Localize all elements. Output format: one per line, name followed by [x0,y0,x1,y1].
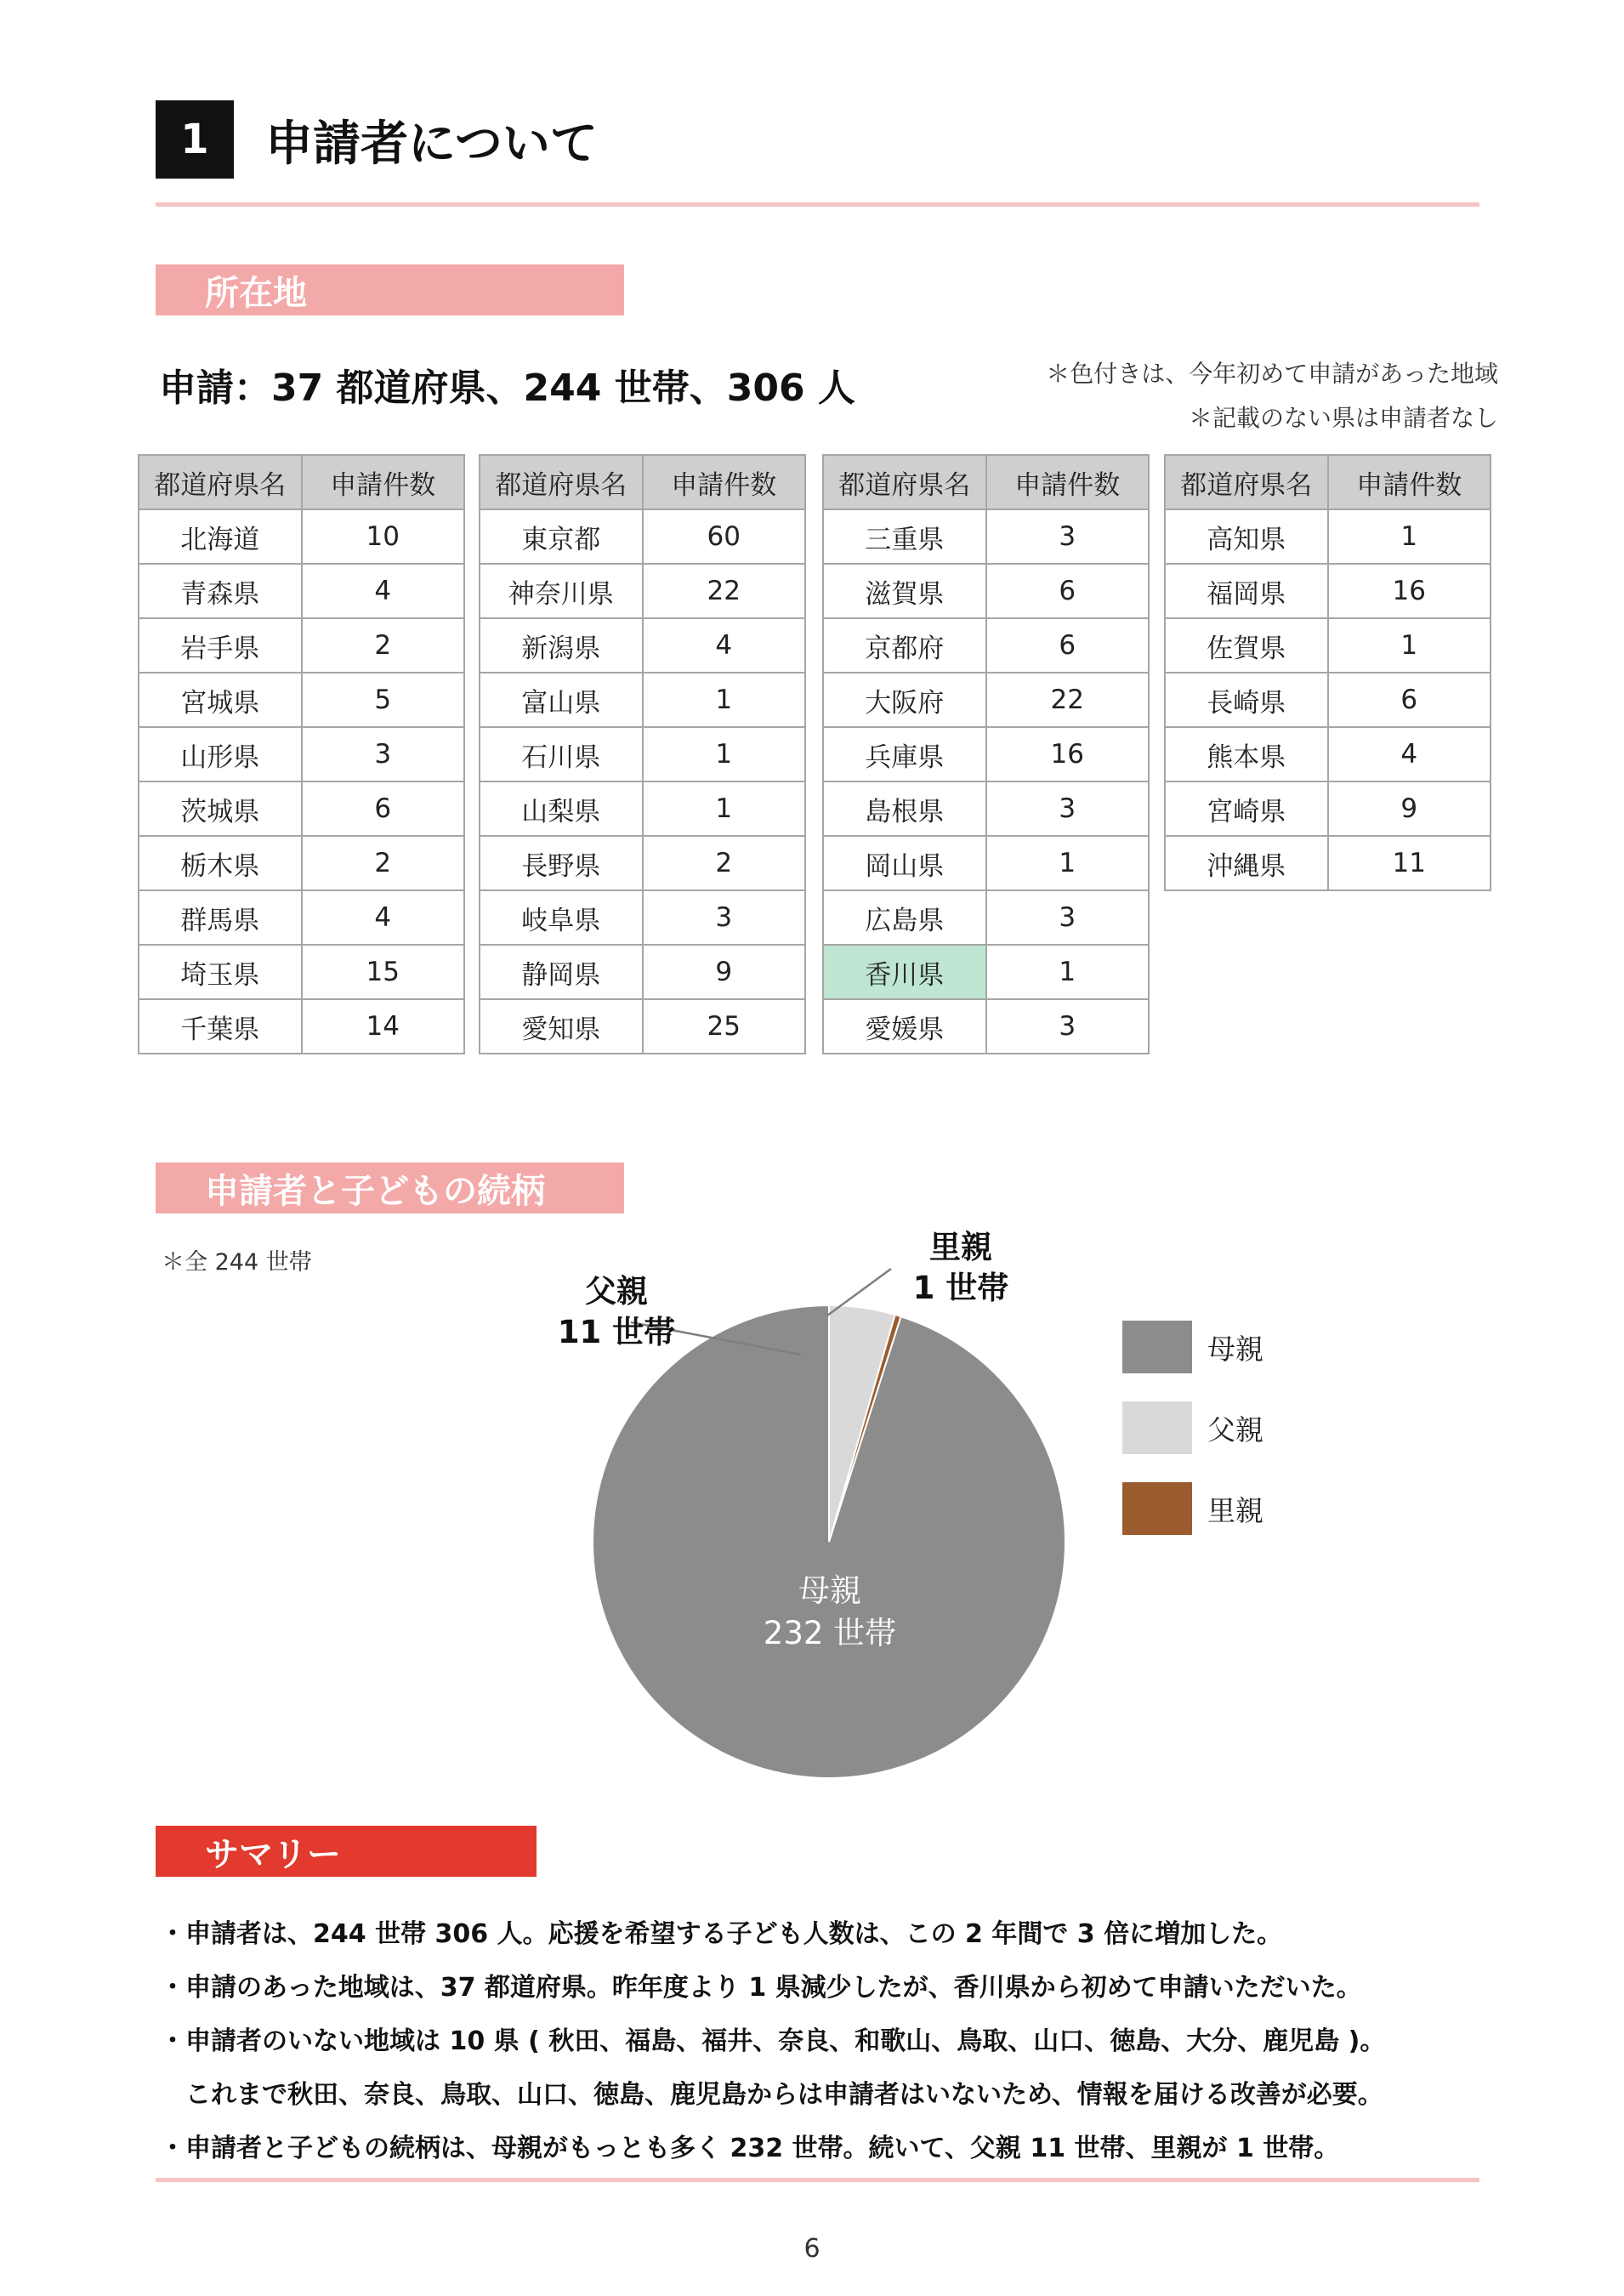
prefecture-name: 東京都 [480,509,643,564]
footer-divider [156,2178,1479,2182]
application-count: 11 [1328,836,1491,890]
pref-header: 都道府県名 [1165,455,1328,509]
label-mother: 母親 232 世帯 [763,1572,897,1651]
legend-foster [1122,1482,1263,1535]
legend-label-mother: 母親 [1207,1332,1263,1366]
application-count: 4 [1328,727,1491,781]
prefecture-name: 愛知県 [480,999,643,1054]
count-header: 申請件数 [1328,455,1491,509]
application-count: 16 [1328,564,1491,618]
summary-line: ・申請者は、244 世帯 306 人。応援を希望する子ども人数は、この 2 年間で 3 倍に増加した。 [160,1919,1283,1949]
count-header: 申請件数 [302,455,465,509]
label-father: 父親 11 世帯 [557,1273,676,1351]
prefecture-name: 長崎県 [1165,673,1328,727]
application-count: 1 [643,673,806,727]
application-count: 1 [1328,618,1491,673]
application-count: 3 [986,509,1150,564]
prefecture-name: 富山県 [480,673,643,727]
prefecture-name: 茨城県 [139,781,302,836]
note-no-applicants: ＊記載のない県は申請者なし [1188,404,1498,432]
application-count: 6 [302,781,465,836]
prefecture-name: 長野県 [480,836,643,890]
prefecture-name: 石川県 [480,727,643,781]
prefecture-name: 岡山県 [823,836,986,890]
application-count: 22 [986,673,1150,727]
prefecture-name: 三重県 [823,509,986,564]
application-count: 1 [1328,509,1491,564]
prefecture-name: 山梨県 [480,781,643,836]
application-count: 14 [302,999,465,1054]
pref-header: 都道府県名 [139,455,302,509]
prefecture-name: 栃木県 [139,836,302,890]
application-count: 16 [986,727,1150,781]
page-title: 申請者について [265,117,598,172]
prefecture-name: 神奈川県 [480,564,643,618]
application-count: 4 [302,564,465,618]
relation-heading: 申請者と子どもの続柄 [156,1162,624,1213]
pref-header: 都道府県名 [480,455,643,509]
application-count: 9 [1328,781,1491,836]
prefecture-name: 宮城県 [139,673,302,727]
application-count: 6 [986,618,1150,673]
prefecture-name: 北海道 [139,509,302,564]
prefecture-name: 山形県 [139,727,302,781]
application-count: 3 [643,890,806,945]
prefecture-name: 兵庫県 [823,727,986,781]
application-count: 2 [302,836,465,890]
legend-swatch-father [1122,1401,1192,1454]
legend-mother [1122,1321,1263,1373]
summary-line: ・申請のあった地域は、37 都道府県。昨年度より 1 県減少したが、香川県から初めて申請いただいた。 [160,1973,1362,2003]
prefecture-name: 宮崎県 [1165,781,1328,836]
application-count: 1 [986,836,1150,890]
prefecture-name: 島根県 [823,781,986,836]
legend-swatch-mother [1122,1321,1192,1373]
prefecture-name: 大阪府 [823,673,986,727]
application-count: 1 [643,727,806,781]
application-count: 6 [986,564,1150,618]
summary-heading: サマリー [156,1826,537,1877]
prefecture-name: 福岡県 [1165,564,1328,618]
summary-list [160,1907,1385,2175]
prefecture-name: 青森県 [139,564,302,618]
application-count: 4 [302,890,465,945]
prefecture-name: 新潟県 [480,618,643,673]
note-colored: ＊色付きは、今年初めて申請があった地域 [1046,360,1498,388]
application-count: 10 [302,509,465,564]
section-number: 1 [156,100,234,179]
application-summary: 申請：37 都道府県、244 世帯、306 人 [159,367,855,410]
application-count: 1 [986,945,1150,999]
application-count: 25 [643,999,806,1054]
count-header: 申請件数 [643,455,806,509]
application-count: 3 [986,999,1150,1054]
prefecture-name: 沖縄県 [1165,836,1328,890]
application-count: 2 [643,836,806,890]
prefecture-name: 滋賀県 [823,564,986,618]
label-foster: 里親 1 世帯 [912,1229,1009,1307]
prefecture-name: 千葉県 [139,999,302,1054]
application-count: 5 [302,673,465,727]
application-count: 60 [643,509,806,564]
application-count: 3 [986,890,1150,945]
prefecture-name: 京都府 [823,618,986,673]
application-count: 15 [302,945,465,999]
page-number: 6 [803,2234,821,2264]
legend-label-father: 父親 [1207,1412,1263,1446]
application-count: 3 [986,781,1150,836]
application-count: 9 [643,945,806,999]
prefecture-name: 愛媛県 [823,999,986,1054]
pref-header: 都道府県名 [823,455,986,509]
prefecture-name: 佐賀県 [1165,618,1328,673]
summary-line: ・申請者のいない地域は 10 県 ( 秋田、福島、福井、奈良、和歌山、鳥取、山口、徳島、大分、鹿児島 )。 [160,2026,1386,2056]
count-header: 申請件数 [986,455,1150,509]
prefecture-name: 岐阜県 [480,890,643,945]
chart-note: ＊全 244 世帯 [162,1249,312,1276]
application-count: 2 [302,618,465,673]
prefecture-name: 広島県 [823,890,986,945]
location-heading: 所在地 [156,264,624,315]
legend-swatch-foster [1122,1482,1192,1535]
summary-line: これまで秋田、奈良、鳥取、山口、徳島、鹿児島からは申請者はいないため、情報を届ける改善が必要。 [160,2080,1383,2110]
application-count: 22 [643,564,806,618]
application-count: 4 [643,618,806,673]
application-count: 1 [643,781,806,836]
legend-label-foster: 里親 [1207,1493,1263,1527]
summary-line: ・申請者と子どもの続柄は、母親がもっとも多く 232 世帯。続いて、父親 11 世帯、里親が 1 世帯。 [160,2134,1340,2163]
prefecture-name: 岩手県 [139,618,302,673]
prefecture-name: 静岡県 [480,945,643,999]
legend-father [1122,1401,1263,1454]
prefecture-name: 埼玉県 [139,945,302,999]
prefecture-name: 熊本県 [1165,727,1328,781]
prefecture-name: 香川県 [823,945,986,999]
prefecture-name: 群馬県 [139,890,302,945]
application-count: 6 [1328,673,1491,727]
application-count: 3 [302,727,465,781]
prefecture-name: 高知県 [1165,509,1328,564]
